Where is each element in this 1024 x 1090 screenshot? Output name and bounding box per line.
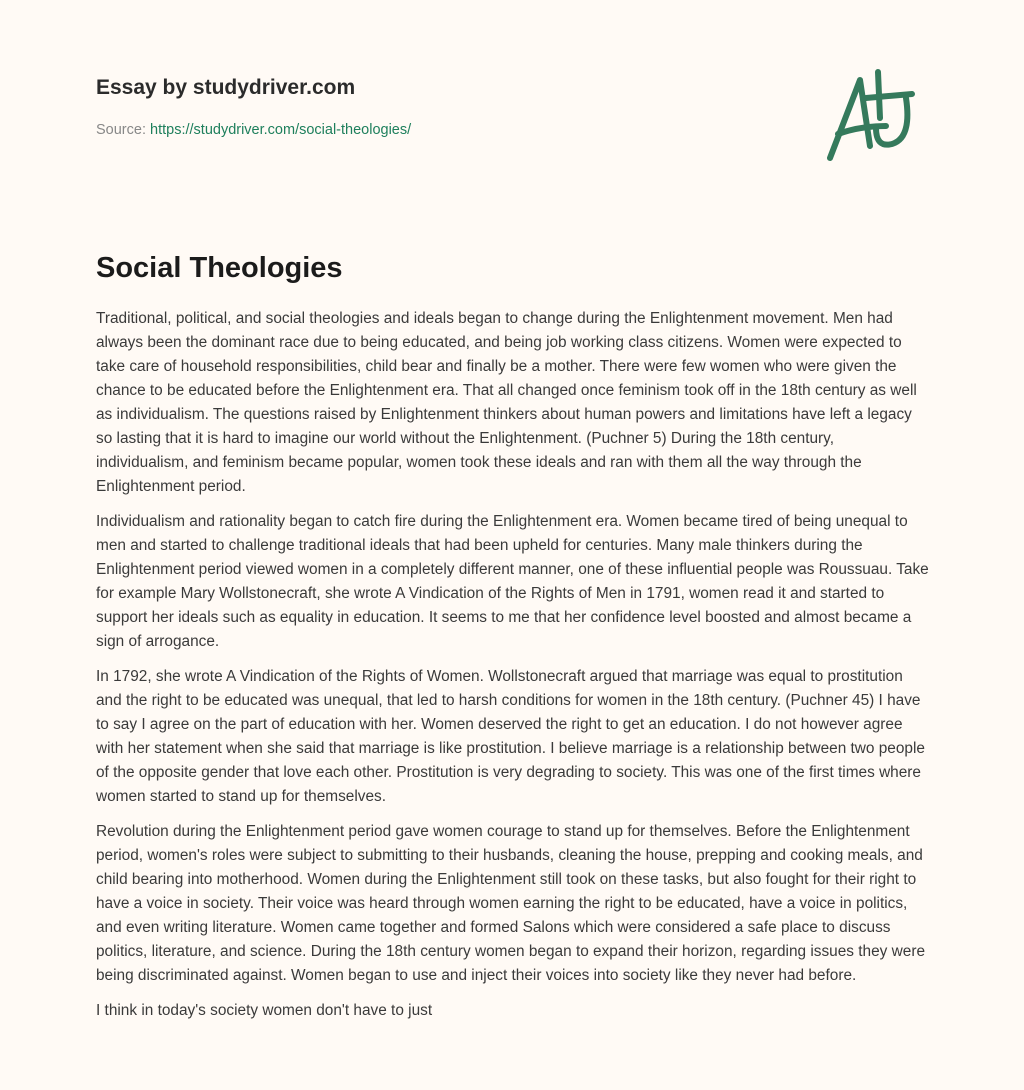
paragraph: In 1792, she wrote A Vindication of the Rights of Women. Wollstonecraft argued that marriage was equal to prostitution and the right to be educated was unequal, that led to harsh conditions for women in the 18th century. (Puchner 45) I have to say I agree on the part of education with her. Women deserved the right to get an education. I do not however agree with her statement when she said that marriage is like prostitution. I believe marriage is a relationship between two people of the opposite gender that love each other. Prostitution is very degrading to society. This was one of the first times where women started to stand up for themselves. [96,668,925,805]
paragraph: I think in today's society women don't have to just [96,1002,433,1019]
source-label: Source: [96,122,146,138]
article-body [96,307,930,1034]
paragraph: Individualism and rationality began to catch fire during the Enlightenment era. Women became tired of being unequal to men and started to challenge traditional ideals that had been upheld for centuries. Many male thinkers during the Enlightenment period viewed women in a completely different manner, one of these influential people was Roussuau. Take for example Mary Wollstonecraft, she wrote A Vindication of the Rights of Men in 1791, women read it and started to support her ideals such as equality in education. It seems to me that her confidence level boosted and almost became a sign of arrogance. [96,513,929,650]
source-link[interactable]: https://studydriver.com/social-theologies/ [150,122,412,138]
a-plus-logo-icon [820,68,930,168]
paragraph: Revolution during the Enlightenment period gave women courage to stand up for themselves. Before the Enlightenment period, women's roles were subject to submitting to their husbands, cleaning the house, prepping and cooking meals, and child bearing into motherhood. Women during the Enlightenment still took on these tasks, but also fought for their right to have a voice in society. Their voice was heard through women earning the right to be educated, have a voice in politics, and even writing literature. Women came together and formed Salons which were considered a safe place to discuss politics, literature, and science. During the 18th century women began to expand their horizon, regarding issues they were being discriminated against. Women began to use and inject their voices into society like they never had before. [96,823,925,984]
page-header [96,76,411,138]
paragraph: Traditional, political, and social theologies and ideals began to change during the Enlightenment movement. Men had always been the dominant race due to being educated, and being job working class citizens. Women were expected to take care of household responsibilities, child bear and finally be a mother. There were few women who were given the chance to be educated before the Enlightenment era. That all changed once feminism took off in the 18th century as well as individualism. The questions raised by Enlightenment thinkers about human powers and limitations have left a legacy so lasting that it is hard to imagine our world without the Enlightenment. (Puchner 5) During the 18th century, individualism, and feminism became popular, women took these ideals and ran with them all the way through the Enlightenment period. [96,310,917,495]
brand-title: Essay by studydriver.com [96,76,356,99]
source-line [96,122,411,138]
article-title: Social Theologies [96,252,343,284]
